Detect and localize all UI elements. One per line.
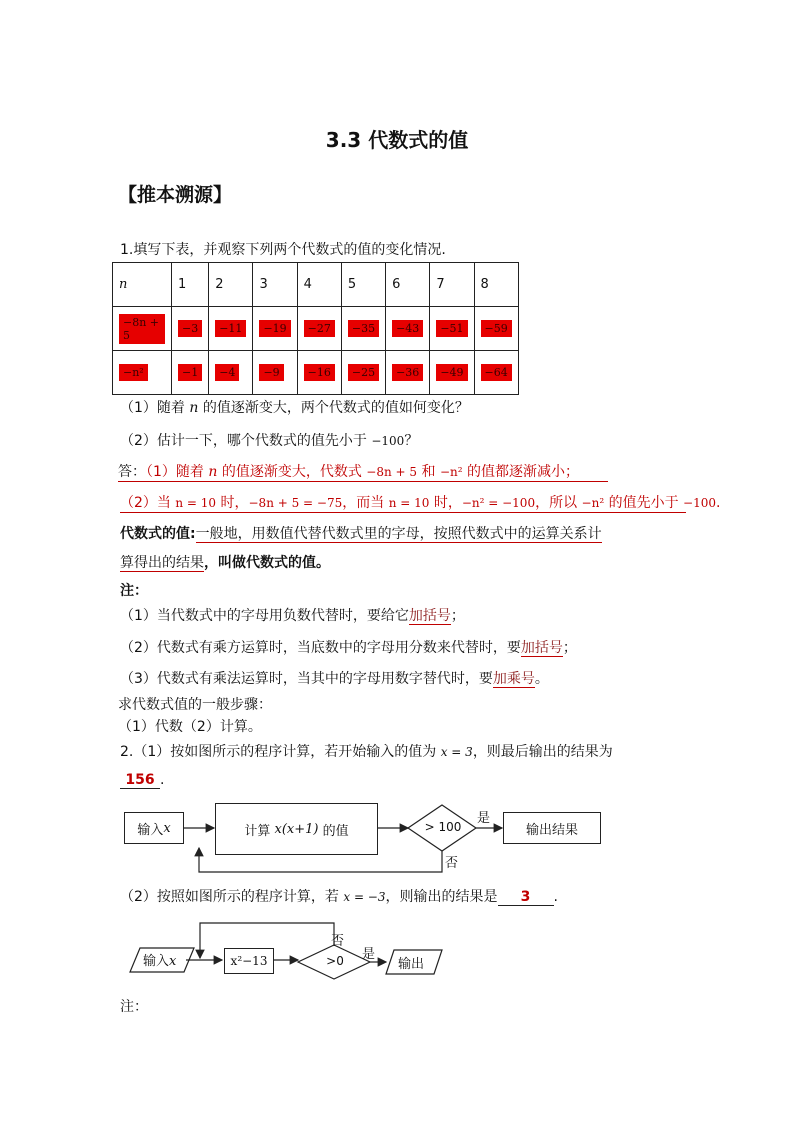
- table-cell: −49: [430, 351, 474, 395]
- definition-line-1: 代数式的值:一般地，用数值代替代数式里的字母，按照代数式中的运算关系计: [120, 526, 602, 542]
- table-cell: 4: [297, 263, 341, 307]
- table-cell: 6: [386, 263, 430, 307]
- answer-line-2: （2）当 n = 10 时，−8n + 5 = −75，而当 n = 10 时，−n² = −100，所以 −n² 的值先小于 −100.: [120, 492, 686, 513]
- table-cell: 1: [172, 263, 209, 307]
- steps-text: （1）代数（2）计算。: [118, 719, 262, 735]
- flow2-decision-label: >0: [326, 954, 344, 968]
- answer-line-1: 答：（1）随着 n 的值逐渐变大，代数式 −8n + 5 和 −n² 的值都逐渐减小；: [118, 461, 608, 482]
- table-cell: −n²: [113, 351, 172, 395]
- note-item-3: （3）代数式有乘法运算时，当其中的字母用数字替代时，要加乘号。: [120, 671, 549, 687]
- table-cell: −35: [341, 307, 385, 351]
- note-item-2: （2）代数式有乘方运算时，当底数中的字母用分数来代替时，要加括号；: [120, 640, 577, 656]
- table-cell: 2: [209, 263, 253, 307]
- q2-part1-answer-line: 156 .: [120, 772, 164, 789]
- table-cell: 3: [253, 263, 297, 307]
- section-heading: 【推本溯源】: [118, 184, 233, 206]
- table-cell: 5: [341, 263, 385, 307]
- flow2-compute-box: x²−13: [224, 948, 274, 974]
- flow1-input-box: 输入 x: [124, 812, 184, 844]
- table-cell: n: [113, 263, 172, 307]
- flow1-output-box: 输出结果: [503, 812, 601, 844]
- definition-line-2: 算得出的结果，叫做代数式的值。: [120, 555, 330, 571]
- table-cell: −11: [209, 307, 253, 351]
- table-cell: −4: [209, 351, 253, 395]
- notes-label: 注：: [120, 583, 148, 599]
- table-cell: −16: [297, 351, 341, 395]
- table-cell: −9: [253, 351, 297, 395]
- table-cell: −43: [386, 307, 430, 351]
- flow1-compute-box: 计算 x(x+1) 的值: [215, 803, 378, 855]
- note-item-1: （1）当代数式中的字母用负数代替时，要给它加括号；: [120, 608, 465, 624]
- flow2-yes-label: 是: [362, 947, 376, 962]
- page-title: 3.3 代数式的值: [325, 128, 469, 152]
- flow1-decision-label: > 100: [424, 820, 462, 834]
- q2-note-label: 注：: [120, 999, 148, 1015]
- table-cell: −25: [341, 351, 385, 395]
- q1-prompt: 1.填写下表，并观察下列两个代数式的值的变化情况.: [120, 242, 446, 258]
- flow2-output-label: 输出: [398, 957, 425, 972]
- table-cell: −27: [297, 307, 341, 351]
- q1-sub1: （1）随着 n 的值逐渐变大，两个代数式的值如何变化？: [120, 400, 469, 416]
- table-cell: 7: [430, 263, 474, 307]
- table-cell: −59: [474, 307, 518, 351]
- flow2-input-label: 输入x: [143, 954, 177, 969]
- q1-sub2: （2）估计一下，哪个代数式的值先小于 −100？: [120, 433, 419, 449]
- flow2-no-label: 否: [331, 934, 345, 949]
- table-cell: −3: [172, 307, 209, 351]
- steps-title: 求代数式值的一般步骤：: [118, 697, 272, 713]
- table-cell: −8n + 5: [113, 307, 172, 351]
- table-cell: −36: [386, 351, 430, 395]
- flow1-yes-label: 是: [477, 811, 491, 826]
- table-cell: −1: [172, 351, 209, 395]
- table-cell: −64: [474, 351, 518, 395]
- table-cell: 8: [474, 263, 518, 307]
- q2-part1-prompt: 2.（1）按如图所示的程序计算，若开始输入的值为 x = 3，则最后输出的结果为: [120, 744, 613, 760]
- table-cell: −19: [253, 307, 297, 351]
- table-cell: −51: [430, 307, 474, 351]
- q2-part2-prompt: （2）按照如图所示的程序计算，若 x = −3，则输出的结果是 3 .: [120, 889, 558, 905]
- flow1-no-label: 否: [445, 856, 459, 871]
